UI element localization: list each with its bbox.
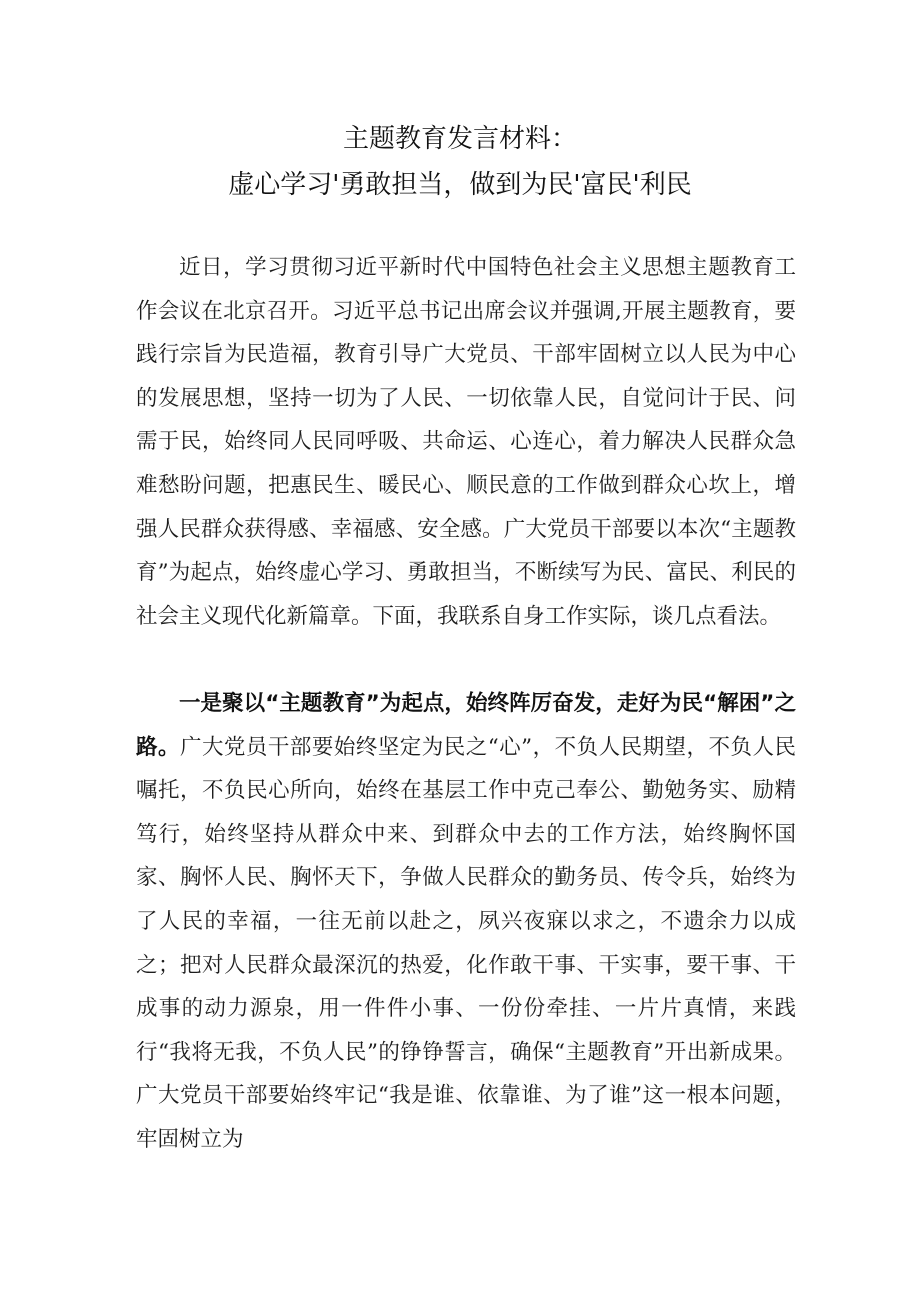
paragraph-point-one-text: 广大党员干部要始终坚定为民之“心”，不负人民期望，不负人民嘱托，不负民心所向，始终在基层工作中克己奉公、勤勉务实、励精笃行，始终坚持从群众中来、到群众中去的工作方法，始终胸怀国家、胸怀人民、胸怀天下，争做人民群众的勤务员、传令兵，始终为了人民的幸福，一往无前以赴之，夙兴夜寐以求之，不遗余力以成之；把对人民群众最深沉的热爱，化作敢干事、干实事，要干事、干成事的动力源泉，用一件件小事、一份份牵挂、一片片真情，来践行“我将无我，不负人民”的铮铮誓言，确保“主题教育”开出新成果。广大党员干部要始终牢记“我是谁、依靠谁、为了谁”这一根本问题，牢固树立为 <box>136 734 797 1152</box>
document-title-line-2: 虚心学习'勇敢担当，做到为民'富民'利民 <box>228 170 692 200</box>
paragraph-point-one-heading: 一是聚以“主题教育”为起点，始终阵厉奋发，走好为民“解困”之路。 <box>136 691 796 760</box>
paragraph-intro <box>136 246 796 638</box>
paragraph-intro-text: 近日，学习贯彻习近平新时代中国特色社会主义思想主题教育工作会议在北京召开。习近平总书记出席会议并强调,开展主题教育，要践行宗旨为民造福，教育引导广大党员、干部牢固树立以人民为中心的发展思想，坚持一切为了人民、一切依靠人民，自觉问计于民、问需于民，始终同人民同呼吸、共命运、心连心，着力解决人民群众急难愁盼问题，把惠民生、暖民心、顺民意的工作做到群众心坎上，增强人民群众获得感、幸福感、安全感。广大党员干部要以本次“主题教育”为起点，始终虚心学习、勇敢担当，不断续写为民、富民、利民的社会主义现代化新篇章。下面，我联系自身工作实际，谈几点看法。 <box>136 255 796 629</box>
document-title-line-1: 主题教育发言材料： <box>342 124 577 154</box>
paragraph-point-one <box>136 682 796 1162</box>
